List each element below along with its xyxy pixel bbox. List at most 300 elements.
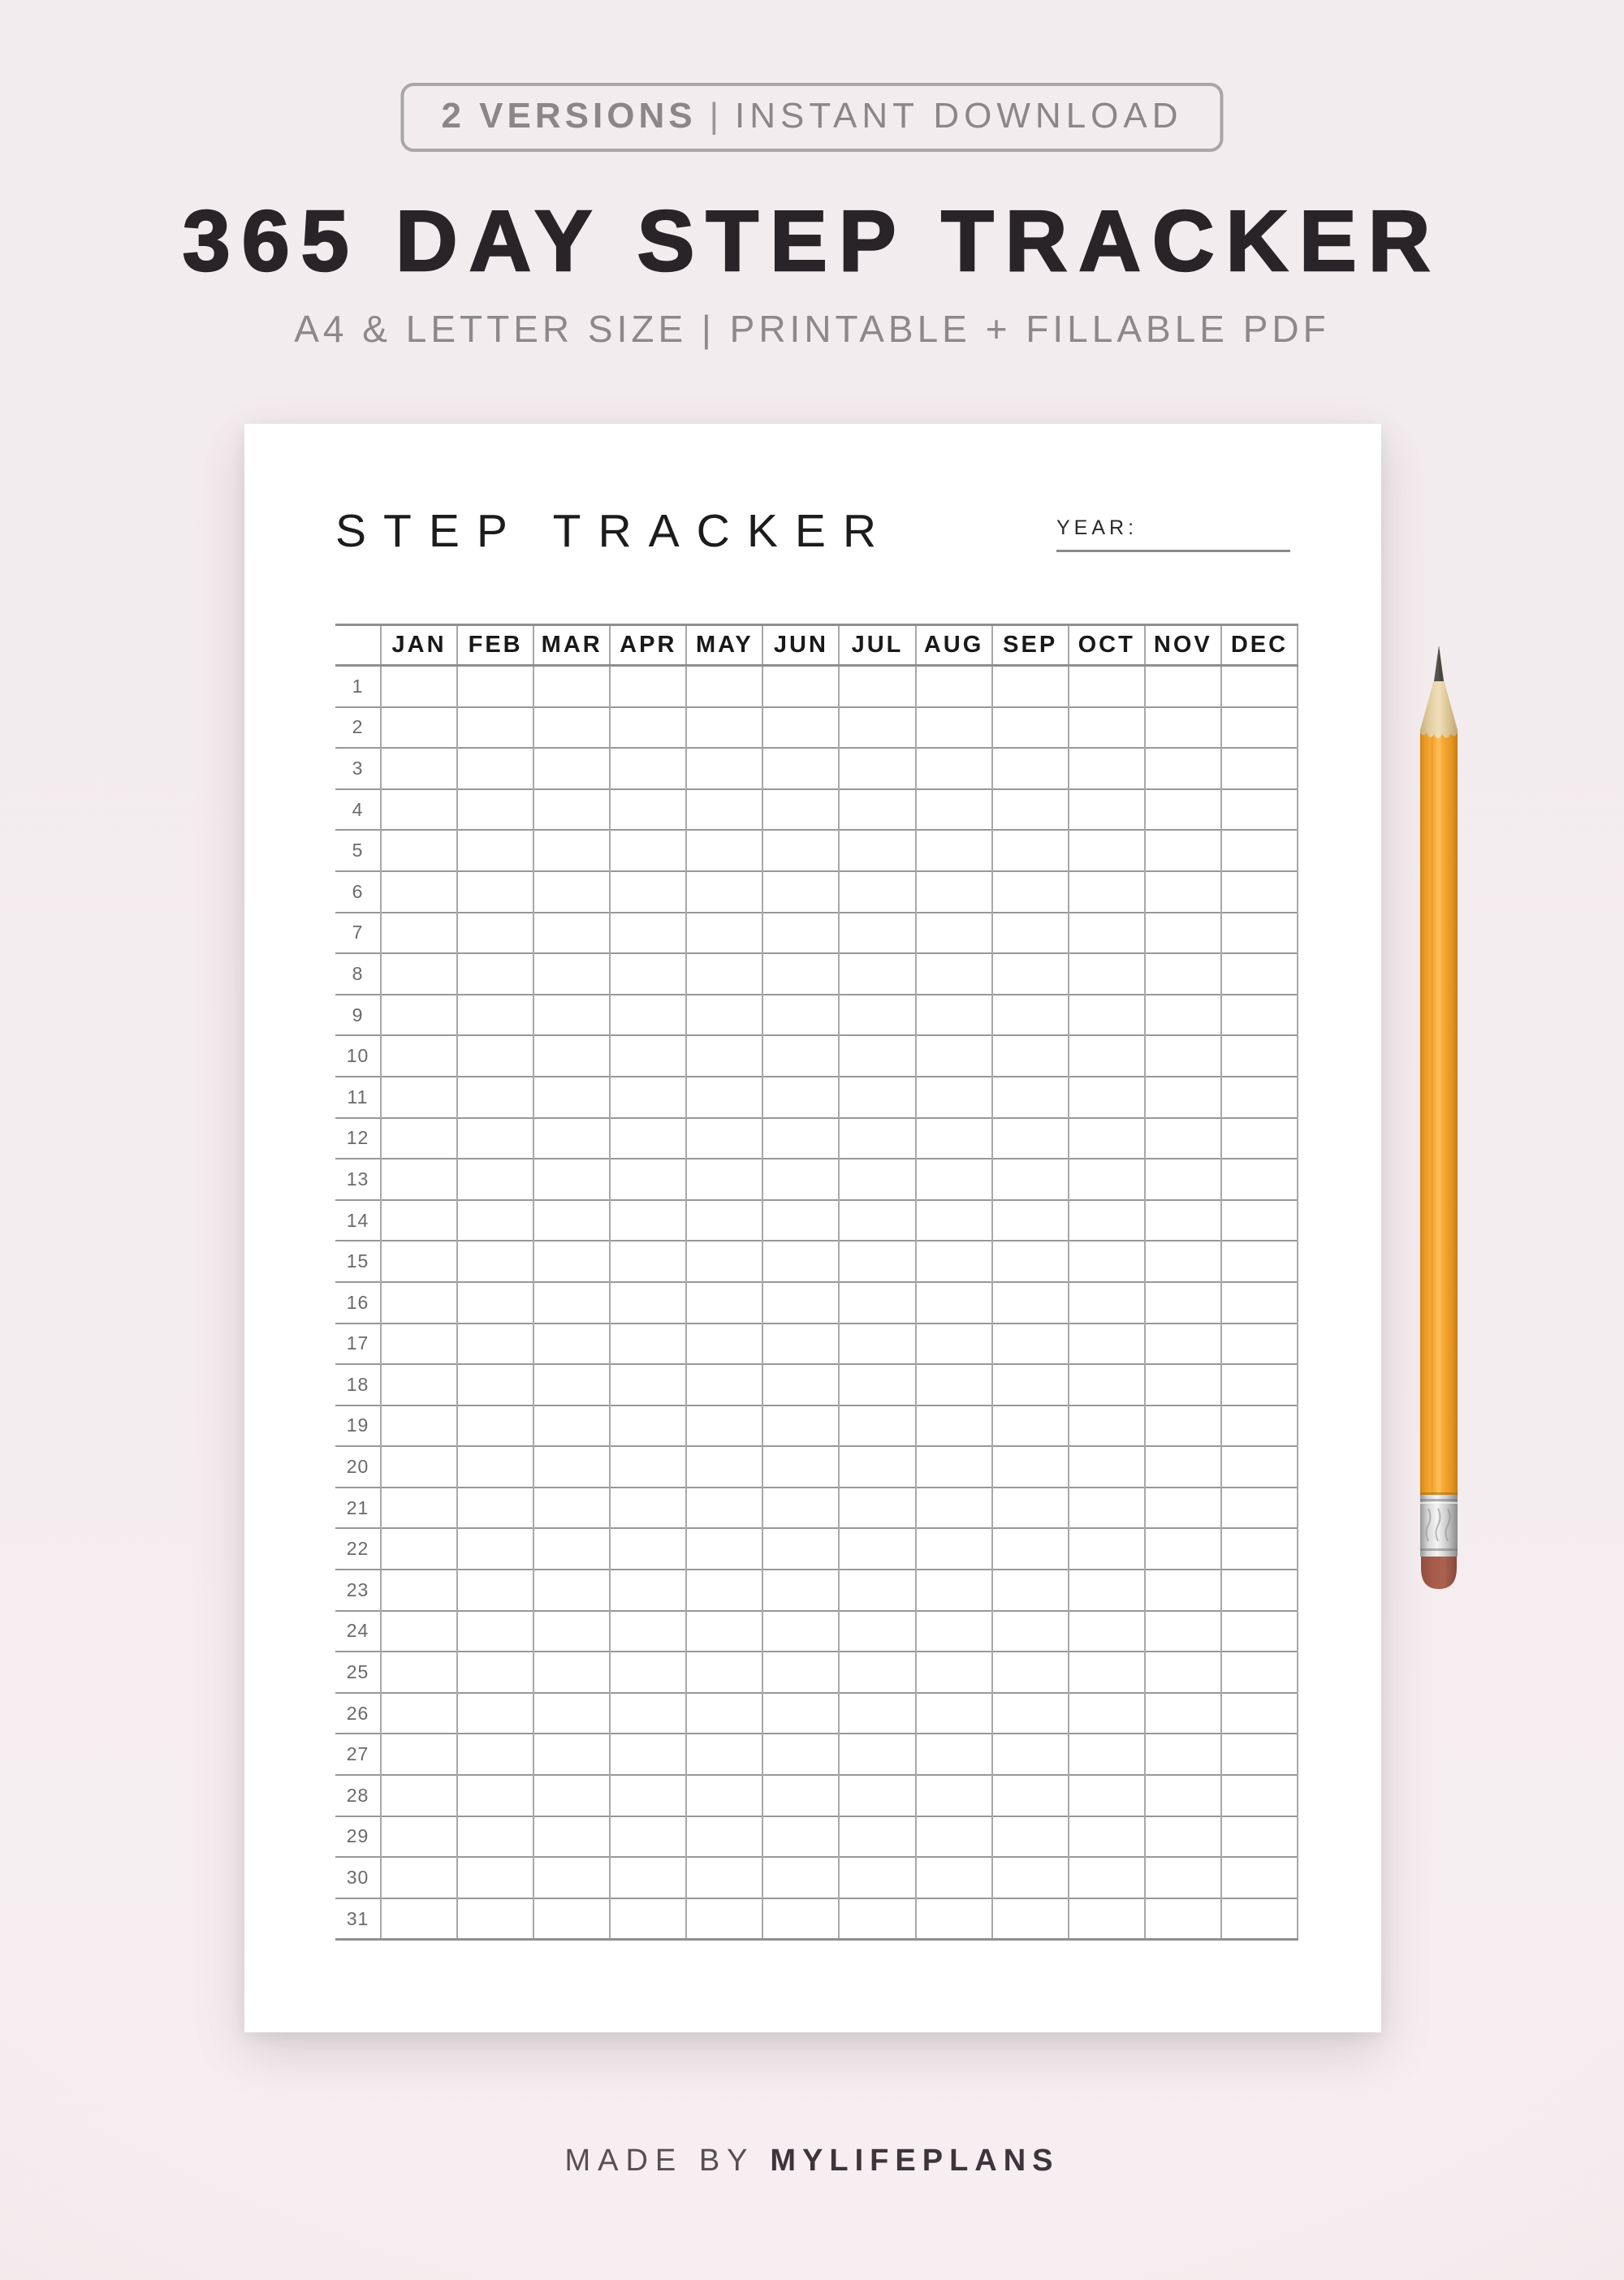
step-cell-may-10[interactable] [686,1035,762,1077]
step-cell-aug-7[interactable] [916,913,992,954]
step-cell-feb-5[interactable] [457,830,533,871]
step-cell-sep-17[interactable] [992,1324,1069,1365]
step-cell-jul-2[interactable] [839,707,915,749]
step-cell-may-28[interactable] [686,1775,762,1816]
step-cell-mar-8[interactable] [533,953,610,995]
step-cell-mar-5[interactable] [533,830,610,871]
step-cell-feb-2[interactable] [457,707,533,749]
step-cell-jun-10[interactable] [762,1035,839,1077]
step-cell-dec-29[interactable] [1221,1816,1298,1858]
step-cell-nov-2[interactable] [1145,707,1221,749]
step-cell-jul-5[interactable] [839,830,915,871]
step-cell-apr-31[interactable] [610,1898,686,1940]
step-cell-feb-30[interactable] [457,1857,533,1898]
step-cell-jun-12[interactable] [762,1118,839,1159]
step-cell-apr-15[interactable] [610,1241,686,1282]
step-cell-feb-3[interactable] [457,748,533,789]
step-cell-oct-12[interactable] [1069,1118,1145,1159]
step-cell-dec-7[interactable] [1221,913,1298,954]
step-cell-jun-14[interactable] [762,1200,839,1241]
step-cell-mar-4[interactable] [533,789,610,831]
step-cell-oct-29[interactable] [1069,1816,1145,1858]
step-cell-sep-1[interactable] [992,666,1069,707]
step-cell-feb-25[interactable] [457,1652,533,1693]
step-cell-nov-29[interactable] [1145,1816,1221,1858]
step-cell-aug-28[interactable] [916,1775,992,1816]
step-cell-dec-21[interactable] [1221,1488,1298,1529]
step-cell-jan-28[interactable] [381,1775,457,1816]
step-cell-sep-4[interactable] [992,789,1069,831]
step-cell-jul-10[interactable] [839,1035,915,1077]
step-cell-aug-21[interactable] [916,1488,992,1529]
step-cell-sep-14[interactable] [992,1200,1069,1241]
step-cell-jan-1[interactable] [381,666,457,707]
step-cell-oct-25[interactable] [1069,1652,1145,1693]
step-cell-sep-3[interactable] [992,748,1069,789]
step-cell-may-7[interactable] [686,913,762,954]
step-cell-apr-20[interactable] [610,1446,686,1488]
step-cell-jul-4[interactable] [839,789,915,831]
step-cell-jan-4[interactable] [381,789,457,831]
step-cell-jun-19[interactable] [762,1406,839,1447]
step-cell-apr-19[interactable] [610,1406,686,1447]
step-cell-jun-11[interactable] [762,1077,839,1118]
step-cell-jun-6[interactable] [762,871,839,913]
step-cell-jan-17[interactable] [381,1324,457,1365]
step-cell-sep-26[interactable] [992,1693,1069,1734]
step-cell-nov-20[interactable] [1145,1446,1221,1488]
step-cell-nov-10[interactable] [1145,1035,1221,1077]
step-cell-oct-14[interactable] [1069,1200,1145,1241]
step-cell-apr-18[interactable] [610,1364,686,1406]
step-cell-aug-24[interactable] [916,1611,992,1652]
step-cell-oct-16[interactable] [1069,1282,1145,1324]
step-cell-sep-18[interactable] [992,1364,1069,1406]
step-cell-oct-30[interactable] [1069,1857,1145,1898]
step-cell-jan-20[interactable] [381,1446,457,1488]
step-cell-feb-21[interactable] [457,1488,533,1529]
step-cell-sep-29[interactable] [992,1816,1069,1858]
step-cell-jul-7[interactable] [839,913,915,954]
step-cell-feb-28[interactable] [457,1775,533,1816]
step-cell-jan-23[interactable] [381,1570,457,1611]
step-cell-nov-9[interactable] [1145,995,1221,1036]
step-cell-aug-12[interactable] [916,1118,992,1159]
step-cell-sep-5[interactable] [992,830,1069,871]
step-cell-oct-18[interactable] [1069,1364,1145,1406]
step-cell-aug-2[interactable] [916,707,992,749]
step-cell-sep-10[interactable] [992,1035,1069,1077]
step-cell-aug-20[interactable] [916,1446,992,1488]
step-cell-nov-3[interactable] [1145,748,1221,789]
step-cell-may-5[interactable] [686,830,762,871]
step-cell-nov-26[interactable] [1145,1693,1221,1734]
step-cell-mar-28[interactable] [533,1775,610,1816]
step-cell-dec-15[interactable] [1221,1241,1298,1282]
step-cell-aug-27[interactable] [916,1734,992,1775]
step-cell-feb-9[interactable] [457,995,533,1036]
step-cell-jan-14[interactable] [381,1200,457,1241]
step-cell-nov-5[interactable] [1145,830,1221,871]
step-cell-oct-5[interactable] [1069,830,1145,871]
step-cell-jun-23[interactable] [762,1570,839,1611]
step-cell-aug-18[interactable] [916,1364,992,1406]
step-cell-apr-30[interactable] [610,1857,686,1898]
step-cell-dec-16[interactable] [1221,1282,1298,1324]
step-cell-feb-13[interactable] [457,1159,533,1200]
step-cell-aug-31[interactable] [916,1898,992,1940]
step-cell-jun-13[interactable] [762,1159,839,1200]
step-cell-apr-14[interactable] [610,1200,686,1241]
step-cell-apr-24[interactable] [610,1611,686,1652]
step-cell-feb-26[interactable] [457,1693,533,1734]
step-cell-jul-12[interactable] [839,1118,915,1159]
step-cell-nov-19[interactable] [1145,1406,1221,1447]
step-cell-may-17[interactable] [686,1324,762,1365]
step-cell-nov-27[interactable] [1145,1734,1221,1775]
step-cell-aug-10[interactable] [916,1035,992,1077]
step-cell-feb-18[interactable] [457,1364,533,1406]
step-cell-sep-23[interactable] [992,1570,1069,1611]
step-cell-nov-22[interactable] [1145,1528,1221,1570]
step-cell-feb-6[interactable] [457,871,533,913]
step-cell-mar-31[interactable] [533,1898,610,1940]
step-cell-aug-16[interactable] [916,1282,992,1324]
step-cell-jan-29[interactable] [381,1816,457,1858]
step-cell-jul-9[interactable] [839,995,915,1036]
step-cell-jun-27[interactable] [762,1734,839,1775]
step-cell-oct-28[interactable] [1069,1775,1145,1816]
step-cell-may-4[interactable] [686,789,762,831]
step-cell-oct-31[interactable] [1069,1898,1145,1940]
step-cell-apr-23[interactable] [610,1570,686,1611]
step-cell-mar-9[interactable] [533,995,610,1036]
step-cell-apr-10[interactable] [610,1035,686,1077]
step-cell-may-15[interactable] [686,1241,762,1282]
step-cell-aug-26[interactable] [916,1693,992,1734]
step-cell-feb-11[interactable] [457,1077,533,1118]
step-cell-feb-17[interactable] [457,1324,533,1365]
step-cell-jan-25[interactable] [381,1652,457,1693]
step-cell-dec-3[interactable] [1221,748,1298,789]
step-cell-sep-9[interactable] [992,995,1069,1036]
step-cell-mar-27[interactable] [533,1734,610,1775]
step-cell-aug-13[interactable] [916,1159,992,1200]
step-cell-feb-1[interactable] [457,666,533,707]
step-cell-nov-16[interactable] [1145,1282,1221,1324]
step-cell-sep-21[interactable] [992,1488,1069,1529]
step-cell-aug-14[interactable] [916,1200,992,1241]
step-cell-jun-15[interactable] [762,1241,839,1282]
step-cell-feb-7[interactable] [457,913,533,954]
step-cell-sep-16[interactable] [992,1282,1069,1324]
step-cell-apr-1[interactable] [610,666,686,707]
step-cell-apr-8[interactable] [610,953,686,995]
step-cell-may-11[interactable] [686,1077,762,1118]
step-cell-aug-25[interactable] [916,1652,992,1693]
step-cell-oct-23[interactable] [1069,1570,1145,1611]
step-cell-jul-8[interactable] [839,953,915,995]
step-cell-apr-6[interactable] [610,871,686,913]
step-cell-nov-4[interactable] [1145,789,1221,831]
step-cell-mar-14[interactable] [533,1200,610,1241]
step-cell-may-22[interactable] [686,1528,762,1570]
step-cell-apr-27[interactable] [610,1734,686,1775]
step-cell-jan-3[interactable] [381,748,457,789]
step-cell-feb-8[interactable] [457,953,533,995]
step-cell-nov-17[interactable] [1145,1324,1221,1365]
step-cell-jun-31[interactable] [762,1898,839,1940]
step-cell-sep-15[interactable] [992,1241,1069,1282]
step-cell-dec-11[interactable] [1221,1077,1298,1118]
step-cell-apr-11[interactable] [610,1077,686,1118]
step-cell-nov-13[interactable] [1145,1159,1221,1200]
step-cell-dec-1[interactable] [1221,666,1298,707]
step-cell-jun-18[interactable] [762,1364,839,1406]
step-cell-mar-13[interactable] [533,1159,610,1200]
step-cell-jun-3[interactable] [762,748,839,789]
step-cell-oct-9[interactable] [1069,995,1145,1036]
step-cell-jul-21[interactable] [839,1488,915,1529]
step-cell-jul-22[interactable] [839,1528,915,1570]
step-cell-jan-9[interactable] [381,995,457,1036]
step-cell-nov-18[interactable] [1145,1364,1221,1406]
step-cell-jun-2[interactable] [762,707,839,749]
step-cell-dec-23[interactable] [1221,1570,1298,1611]
step-cell-oct-6[interactable] [1069,871,1145,913]
step-cell-may-20[interactable] [686,1446,762,1488]
step-cell-apr-7[interactable] [610,913,686,954]
step-cell-mar-21[interactable] [533,1488,610,1529]
step-cell-aug-19[interactable] [916,1406,992,1447]
step-cell-mar-30[interactable] [533,1857,610,1898]
step-cell-jan-18[interactable] [381,1364,457,1406]
step-cell-jul-6[interactable] [839,871,915,913]
step-cell-jul-28[interactable] [839,1775,915,1816]
step-cell-feb-16[interactable] [457,1282,533,1324]
step-cell-jun-16[interactable] [762,1282,839,1324]
step-cell-jan-13[interactable] [381,1159,457,1200]
step-cell-mar-22[interactable] [533,1528,610,1570]
step-cell-jul-17[interactable] [839,1324,915,1365]
step-cell-nov-30[interactable] [1145,1857,1221,1898]
step-cell-may-29[interactable] [686,1816,762,1858]
step-cell-jul-24[interactable] [839,1611,915,1652]
step-cell-nov-12[interactable] [1145,1118,1221,1159]
step-cell-jan-16[interactable] [381,1282,457,1324]
step-cell-mar-26[interactable] [533,1693,610,1734]
step-cell-oct-1[interactable] [1069,666,1145,707]
step-cell-mar-24[interactable] [533,1611,610,1652]
step-cell-mar-11[interactable] [533,1077,610,1118]
step-cell-oct-10[interactable] [1069,1035,1145,1077]
step-cell-apr-16[interactable] [610,1282,686,1324]
step-cell-may-16[interactable] [686,1282,762,1324]
step-cell-sep-12[interactable] [992,1118,1069,1159]
step-cell-apr-22[interactable] [610,1528,686,1570]
step-cell-apr-21[interactable] [610,1488,686,1529]
step-cell-nov-11[interactable] [1145,1077,1221,1118]
step-cell-jan-22[interactable] [381,1528,457,1570]
step-cell-jan-21[interactable] [381,1488,457,1529]
step-cell-dec-27[interactable] [1221,1734,1298,1775]
step-cell-sep-28[interactable] [992,1775,1069,1816]
step-cell-sep-6[interactable] [992,871,1069,913]
step-cell-jul-18[interactable] [839,1364,915,1406]
step-cell-dec-9[interactable] [1221,995,1298,1036]
step-cell-jul-23[interactable] [839,1570,915,1611]
step-cell-mar-1[interactable] [533,666,610,707]
step-cell-nov-31[interactable] [1145,1898,1221,1940]
step-cell-aug-23[interactable] [916,1570,992,1611]
step-cell-may-26[interactable] [686,1693,762,1734]
step-cell-dec-26[interactable] [1221,1693,1298,1734]
step-cell-feb-15[interactable] [457,1241,533,1282]
step-cell-dec-8[interactable] [1221,953,1298,995]
step-cell-jun-30[interactable] [762,1857,839,1898]
step-cell-jun-29[interactable] [762,1816,839,1858]
step-cell-aug-22[interactable] [916,1528,992,1570]
step-cell-jul-3[interactable] [839,748,915,789]
step-cell-jan-19[interactable] [381,1406,457,1447]
step-cell-mar-17[interactable] [533,1324,610,1365]
step-cell-may-23[interactable] [686,1570,762,1611]
step-cell-may-1[interactable] [686,666,762,707]
step-cell-dec-17[interactable] [1221,1324,1298,1365]
step-cell-may-8[interactable] [686,953,762,995]
step-cell-jan-2[interactable] [381,707,457,749]
step-cell-apr-28[interactable] [610,1775,686,1816]
step-cell-sep-13[interactable] [992,1159,1069,1200]
step-cell-mar-6[interactable] [533,871,610,913]
step-cell-dec-19[interactable] [1221,1406,1298,1447]
step-cell-jul-13[interactable] [839,1159,915,1200]
step-cell-jul-20[interactable] [839,1446,915,1488]
step-cell-aug-5[interactable] [916,830,992,871]
step-cell-sep-31[interactable] [992,1898,1069,1940]
step-cell-may-12[interactable] [686,1118,762,1159]
step-cell-nov-23[interactable] [1145,1570,1221,1611]
step-cell-aug-8[interactable] [916,953,992,995]
step-cell-dec-5[interactable] [1221,830,1298,871]
step-cell-jan-30[interactable] [381,1857,457,1898]
step-cell-dec-25[interactable] [1221,1652,1298,1693]
step-cell-jan-6[interactable] [381,871,457,913]
step-cell-sep-8[interactable] [992,953,1069,995]
step-cell-oct-13[interactable] [1069,1159,1145,1200]
step-cell-feb-31[interactable] [457,1898,533,1940]
step-cell-oct-2[interactable] [1069,707,1145,749]
step-cell-mar-10[interactable] [533,1035,610,1077]
step-cell-nov-21[interactable] [1145,1488,1221,1529]
step-cell-may-6[interactable] [686,871,762,913]
step-cell-feb-14[interactable] [457,1200,533,1241]
step-cell-may-14[interactable] [686,1200,762,1241]
step-cell-jan-24[interactable] [381,1611,457,1652]
step-cell-feb-22[interactable] [457,1528,533,1570]
step-cell-apr-5[interactable] [610,830,686,871]
step-cell-may-13[interactable] [686,1159,762,1200]
step-cell-nov-7[interactable] [1145,913,1221,954]
step-cell-mar-3[interactable] [533,748,610,789]
step-cell-oct-17[interactable] [1069,1324,1145,1365]
step-cell-dec-14[interactable] [1221,1200,1298,1241]
step-cell-sep-20[interactable] [992,1446,1069,1488]
step-cell-dec-10[interactable] [1221,1035,1298,1077]
step-cell-feb-23[interactable] [457,1570,533,1611]
step-cell-mar-18[interactable] [533,1364,610,1406]
step-cell-jul-15[interactable] [839,1241,915,1282]
step-cell-jun-9[interactable] [762,995,839,1036]
step-cell-may-3[interactable] [686,748,762,789]
step-cell-mar-23[interactable] [533,1570,610,1611]
step-cell-apr-12[interactable] [610,1118,686,1159]
step-cell-may-21[interactable] [686,1488,762,1529]
step-cell-aug-11[interactable] [916,1077,992,1118]
step-cell-may-30[interactable] [686,1857,762,1898]
step-cell-nov-6[interactable] [1145,871,1221,913]
step-cell-apr-13[interactable] [610,1159,686,1200]
step-cell-feb-10[interactable] [457,1035,533,1077]
step-cell-jan-26[interactable] [381,1693,457,1734]
step-cell-oct-26[interactable] [1069,1693,1145,1734]
step-cell-apr-3[interactable] [610,748,686,789]
step-cell-nov-14[interactable] [1145,1200,1221,1241]
step-cell-jan-11[interactable] [381,1077,457,1118]
step-cell-may-18[interactable] [686,1364,762,1406]
step-cell-aug-17[interactable] [916,1324,992,1365]
step-cell-sep-7[interactable] [992,913,1069,954]
step-cell-feb-12[interactable] [457,1118,533,1159]
step-cell-sep-25[interactable] [992,1652,1069,1693]
step-cell-oct-7[interactable] [1069,913,1145,954]
step-cell-nov-15[interactable] [1145,1241,1221,1282]
step-cell-jul-11[interactable] [839,1077,915,1118]
step-cell-oct-11[interactable] [1069,1077,1145,1118]
step-cell-jul-1[interactable] [839,666,915,707]
step-cell-dec-24[interactable] [1221,1611,1298,1652]
step-cell-sep-24[interactable] [992,1611,1069,1652]
step-cell-oct-8[interactable] [1069,953,1145,995]
step-cell-may-31[interactable] [686,1898,762,1940]
step-cell-jun-24[interactable] [762,1611,839,1652]
step-cell-jan-27[interactable] [381,1734,457,1775]
step-cell-jun-26[interactable] [762,1693,839,1734]
step-cell-jul-25[interactable] [839,1652,915,1693]
step-cell-apr-9[interactable] [610,995,686,1036]
step-cell-jun-5[interactable] [762,830,839,871]
step-cell-jun-20[interactable] [762,1446,839,1488]
step-cell-oct-27[interactable] [1069,1734,1145,1775]
step-cell-sep-27[interactable] [992,1734,1069,1775]
step-cell-may-9[interactable] [686,995,762,1036]
step-cell-nov-8[interactable] [1145,953,1221,995]
step-cell-nov-25[interactable] [1145,1652,1221,1693]
step-cell-oct-22[interactable] [1069,1528,1145,1570]
step-cell-feb-29[interactable] [457,1816,533,1858]
step-cell-may-27[interactable] [686,1734,762,1775]
year-field[interactable] [1056,516,1290,552]
step-cell-jan-5[interactable] [381,830,457,871]
step-cell-apr-26[interactable] [610,1693,686,1734]
step-cell-dec-12[interactable] [1221,1118,1298,1159]
step-cell-oct-24[interactable] [1069,1611,1145,1652]
step-cell-apr-2[interactable] [610,707,686,749]
step-cell-mar-29[interactable] [533,1816,610,1858]
step-cell-feb-24[interactable] [457,1611,533,1652]
step-cell-dec-31[interactable] [1221,1898,1298,1940]
step-cell-jan-8[interactable] [381,953,457,995]
